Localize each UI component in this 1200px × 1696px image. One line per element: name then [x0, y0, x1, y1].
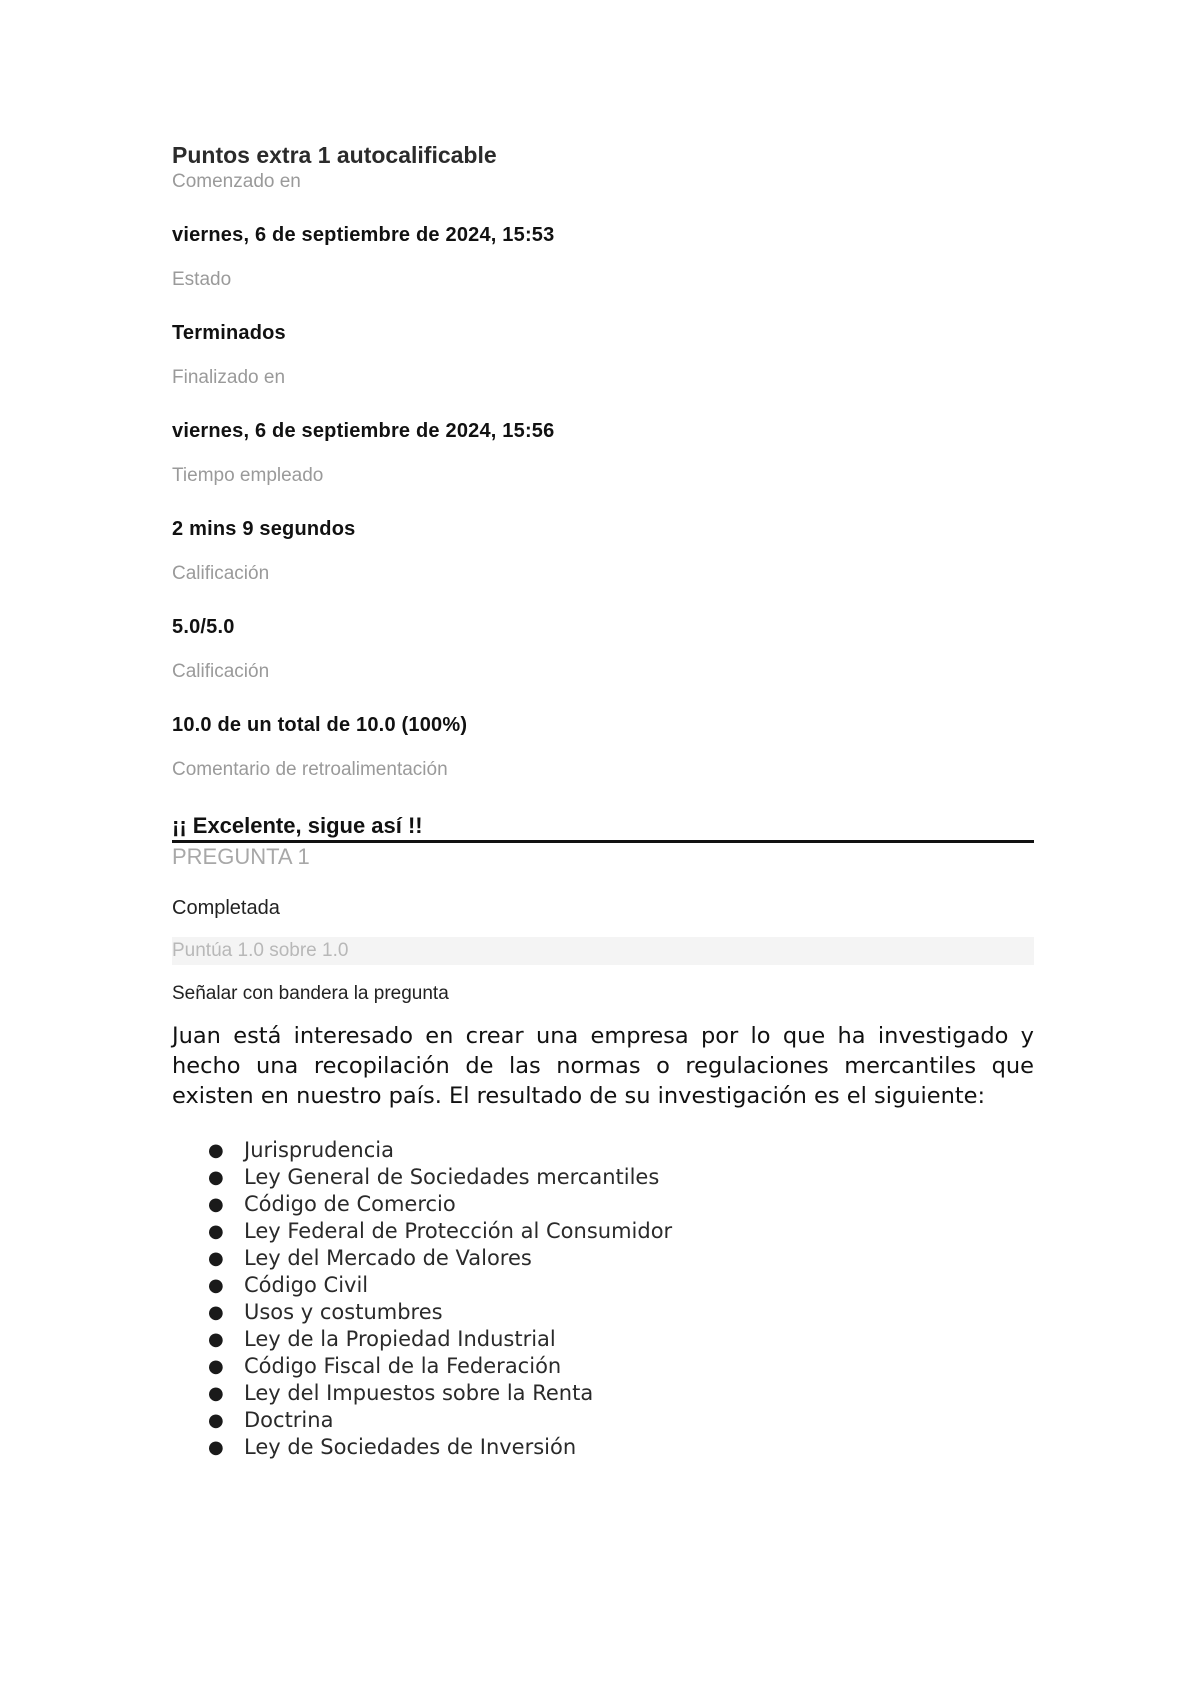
- summary-label-feedback: Comentario de retroalimentación: [172, 759, 448, 780]
- list-item: ● Usos y costumbres: [208, 1300, 443, 1324]
- quiz-title: Puntos extra 1 autocalificable: [172, 142, 497, 168]
- bullet-icon: ●: [208, 1221, 224, 1242]
- list-item: ● Ley de la Propiedad Industrial: [208, 1327, 556, 1351]
- bullet-icon: ●: [208, 1275, 224, 1296]
- list-item: ● Código Civil: [208, 1273, 369, 1297]
- list-item: ● Código Fiscal de la Federación: [208, 1354, 562, 1378]
- list-item: ● Ley de Sociedades de Inversión: [208, 1435, 577, 1459]
- overall-feedback: ¡¡ Excelente, sigue así !!: [172, 812, 1034, 843]
- question-number: PREGUNTA 1: [172, 844, 310, 869]
- question-options-list: [172, 1137, 1034, 1461]
- summary-label-started: Comenzado en: [172, 171, 301, 192]
- flag-question-link[interactable]: [172, 981, 1034, 1007]
- summary-label-grade: Calificación: [172, 661, 270, 682]
- summary-value-time-taken: 2 mins 9 segundos: [172, 518, 356, 540]
- bullet-icon: ●: [208, 1410, 224, 1431]
- summary-label-time-taken: Tiempo empleado: [172, 465, 324, 486]
- list-item: ● Ley del Impuestos sobre la Renta: [208, 1381, 594, 1405]
- bullet-icon: ●: [208, 1167, 224, 1188]
- list-item: ● Jurisprudencia: [208, 1138, 394, 1162]
- summary-value-state: Terminados: [172, 322, 286, 344]
- list-item: ● Código de Comercio: [208, 1192, 456, 1216]
- question-grade: Puntúa 1.0 sobre 1.0: [172, 937, 1034, 965]
- bullet-icon: ●: [208, 1194, 224, 1215]
- quiz-review: [172, 140, 1034, 1461]
- question-state: Completada: [172, 897, 280, 919]
- question-text: Juan está interesado en crear una empresa por lo que ha investigado y hecho una recopilación de las normas o regulaciones mercantiles que existen en nuestro país. El resultado de su investigación es el siguiente:: [172, 1023, 1034, 1109]
- bullet-icon: ●: [208, 1140, 224, 1161]
- list-item: ● Ley General de Sociedades mercantiles: [208, 1165, 660, 1189]
- bullet-icon: ●: [208, 1248, 224, 1269]
- summary-value-finished: viernes, 6 de septiembre de 2024, 15:56: [172, 420, 555, 442]
- summary-label-finished: Finalizado en: [172, 367, 286, 388]
- list-item: ● Ley del Mercado de Valores: [208, 1246, 532, 1270]
- summary-label-marks: Calificación: [172, 563, 270, 584]
- list-item: ● Doctrina: [208, 1408, 334, 1432]
- bullet-icon: ●: [208, 1329, 224, 1350]
- summary-value-marks: 5.0/5.0: [172, 616, 235, 638]
- flag-question-label: Señalar con bandera la pregunta: [172, 983, 449, 1004]
- question-block: [172, 843, 1034, 1461]
- summary-value-started: viernes, 6 de septiembre de 2024, 15:53: [172, 224, 555, 246]
- list-item: ● Ley Federal de Protección al Consumidor: [208, 1219, 673, 1243]
- bullet-icon: ●: [208, 1437, 224, 1458]
- summary-table: [172, 170, 1034, 843]
- summary-value-grade: 10.0 de un total de 10.0 (100%): [172, 714, 468, 736]
- bullet-icon: ●: [208, 1356, 224, 1377]
- summary-label-state: Estado: [172, 269, 232, 290]
- bullet-icon: ●: [208, 1383, 224, 1404]
- bullet-icon: ●: [208, 1302, 224, 1323]
